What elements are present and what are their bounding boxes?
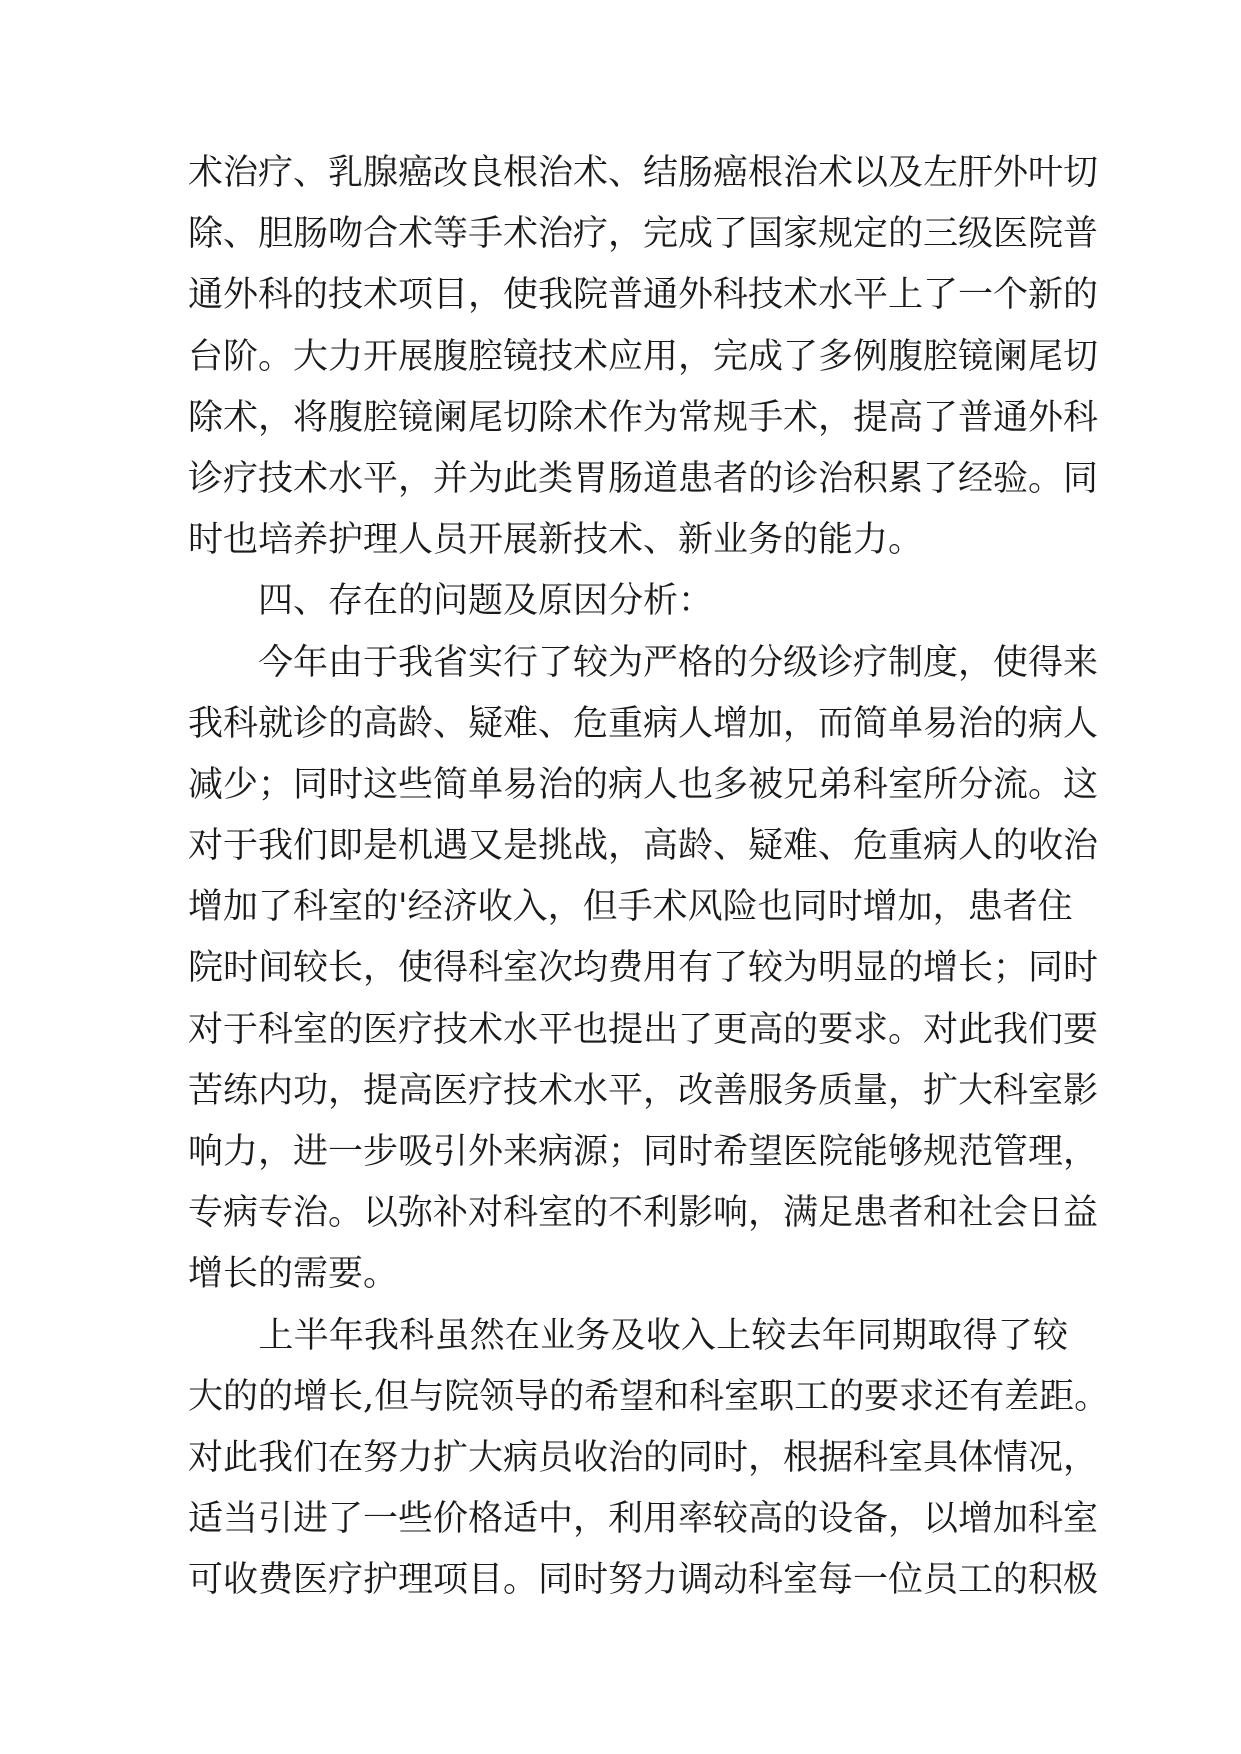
text-line: 除术，将腹腔镜阑尾切除术作为常规手术，提高了普通外科 xyxy=(188,397,1099,438)
text-line: 适当引进了一些价格适中，利用率较高的设备，以增加科室 xyxy=(188,1499,1099,1540)
text-line: 响力，进一步吸引外来病源；同时希望医院能够规范管理， xyxy=(188,1132,1099,1172)
text-line: 时也培养护理人员开展新技术、新业务的能力。 xyxy=(188,520,924,561)
paragraph xyxy=(188,143,1099,571)
text-line: 除、胆肠吻合术等手术治疗，完成了国家规定的三级医院普 xyxy=(188,214,1099,255)
text-line: 上半年我科虽然在业务及收入上较去年同期取得了较 xyxy=(188,1315,1068,1356)
text-line: 台阶。大力开展腹腔镜技术应用，完成了多例腹腔镜阑尾切 xyxy=(188,336,1099,377)
text-line: 专病专治。以弥补对科室的不利影响，满足患者和社会日益 xyxy=(188,1193,1099,1234)
document-body xyxy=(188,143,1110,1612)
text-line: 今年由于我省实行了较为严格的分级诊疗制度，使得来 xyxy=(188,642,1099,683)
text-line: 苦练内功，提高医疗技术水平，改善服务质量，扩大科室影 xyxy=(188,1070,1099,1111)
text-line: 增长的需要。 xyxy=(188,1254,399,1295)
text-line: 增加了科室的'经济收入，但手术风险也同时增加，患者住 xyxy=(188,887,1073,928)
text-line: 通外科的技术项目，使我院普通外科技术水平上了一个新的 xyxy=(188,275,1099,316)
text-line: 大的的增长,但与院领导的希望和科室职工的要求还有差距。 xyxy=(188,1376,1110,1417)
text-line: 诊疗技术水平，并为此类胃肠道患者的诊治积累了经验。同 xyxy=(188,458,1099,499)
text-line: 可收费医疗护理项目。同时努力调动科室每一位员工的积极 xyxy=(188,1560,1099,1601)
section-heading xyxy=(188,571,1068,632)
text-line: 减少；同时这些简单易治的病人也多被兄弟科室所分流。这 xyxy=(188,764,1099,805)
paragraph xyxy=(188,633,1099,1306)
text-line: 四、存在的问题及原因分析： xyxy=(188,581,714,622)
text-line: 对于我们即是机遇又是挑战，高龄、疑难、危重病人的收治 xyxy=(188,826,1099,867)
text-line: 对此我们在努力扩大病员收治的同时，根据科室具体情况， xyxy=(188,1437,1099,1478)
text-line: 对于科室的医疗技术水平也提出了更高的要求。对此我们要 xyxy=(188,1009,1099,1050)
text-line: 术治疗、乳腺癌改良根治术、结肠癌根治术以及左肝外叶切 xyxy=(188,153,1099,193)
paragraph xyxy=(188,1306,1110,1612)
text-line: 院时间较长，使得科室次均费用有了较为明显的增长；同时 xyxy=(188,948,1099,989)
text-line: 我科就诊的高龄、疑难、危重病人增加，而简单易治的病人 xyxy=(188,703,1099,744)
